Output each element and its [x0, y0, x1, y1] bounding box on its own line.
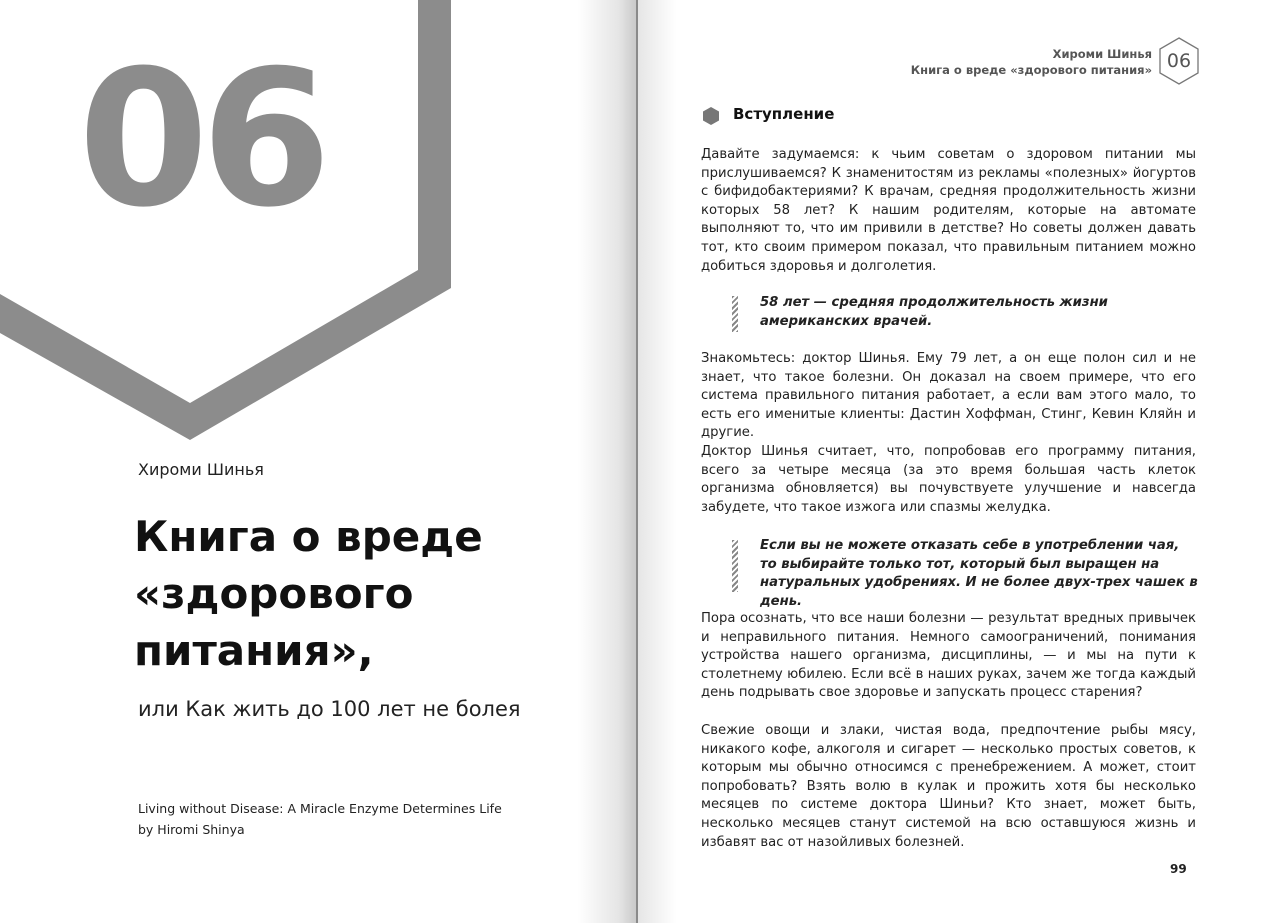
running-header	[911, 46, 1152, 78]
pull-quote: Если вы не можете отказать себе в употреблении чая, то выбирайте только тот, который был выращен на натуральных удобрениях. И не более двух-трех чашек в день.	[760, 538, 1198, 609]
section-title: Вступление	[733, 105, 835, 123]
book-spine	[636, 0, 638, 923]
right-page	[637, 0, 1275, 923]
chapter-number: 06	[78, 30, 324, 249]
page-shadow	[577, 0, 637, 923]
quote-bar	[732, 540, 738, 592]
book-title-line: питания»,	[134, 626, 374, 675]
header-chapter-number: 06	[1166, 50, 1192, 72]
book-title-line: «здорового	[134, 569, 414, 618]
original-title: Living without Disease: A Miracle Enzyme Determines Life	[138, 801, 502, 816]
paragraph: Доктор Шинья считает, что, попробовав его программу питания, всего за четыре месяца (за это время большая часть клеток организма обновляется) вы почувствуете улучшение и навсегда забудете, что такое изжога или спазмы желудка.	[701, 444, 1196, 515]
header-title: Книга о вреде «здорового питания»	[910, 63, 1152, 77]
quote-bar	[732, 296, 738, 332]
paragraph: Свежие овощи и злаки, чистая вода, предпочтение рыбы мясу, никакого кофе, алкоголя и сигарет — несколько простых советов, к которым мы обычно относимся с пренебрежением. А может, стоит попробовать? Взять волю в кулак и прожить хотя бы несколько месяцев по системе доктора Шиньи? Кто знает, может быть, несколько месяцев станут системой на всю оставшуюся жизнь и избавят вас от назойливых болезней.	[701, 723, 1196, 850]
book-author: Хироми Шинья	[138, 460, 264, 479]
left-page	[0, 0, 637, 923]
paragraph: Пора осознать, что все наши болезни — результат вредных привычек и неправильного питания. Немного самоограничений, понимания устройства нашего организма, дисциплины, — и мы на пути к столетнему юбилею. Если всё в наших руках, зачем же тогда каждый день подрывать свое здоровье и запускать процесс старения?	[701, 611, 1196, 701]
book-subtitle: или Как жить до 100 лет не болея	[138, 697, 521, 721]
original-edition	[138, 798, 502, 840]
page-number: 99	[1170, 862, 1187, 876]
paragraph: Давайте задумаемся: к чьим советам о здоровом питании мы прислушиваемся? К знаменитостям из рекламы «полезных» йогуртов с бифидобактериями? К врачам, средняя продолжительность жизни которых 58 лет? К нашим родителям, которые на автомате выполняют то, что им привили в детстве? Но советы должен давать тот, кто своим примером показал, что правильным питанием можно добиться здоровья и долголетия.	[701, 147, 1196, 274]
paragraph: Знакомьтесь: доктор Шинья. Ему 79 лет, а он еще полон сил и не знает, что такое болезни. Он доказал на своем примере, что его система правильного питания работает, а если вам этого мало, то есть его именитые клиенты: Дастин Хоффман, Стинг, Кевин Кляйн и другие.	[701, 351, 1196, 441]
page-shadow	[637, 0, 677, 923]
pull-quote: 58 лет — средняя продолжительность жизни американских врачей.	[760, 295, 1108, 329]
header-author: Хироми Шинья	[1052, 47, 1152, 61]
original-author: by Hiromi Shinya	[138, 822, 245, 837]
hexagon-bullet-icon	[701, 106, 721, 126]
book-title-line: Книга о вреде	[134, 512, 483, 561]
book-title	[134, 508, 483, 679]
